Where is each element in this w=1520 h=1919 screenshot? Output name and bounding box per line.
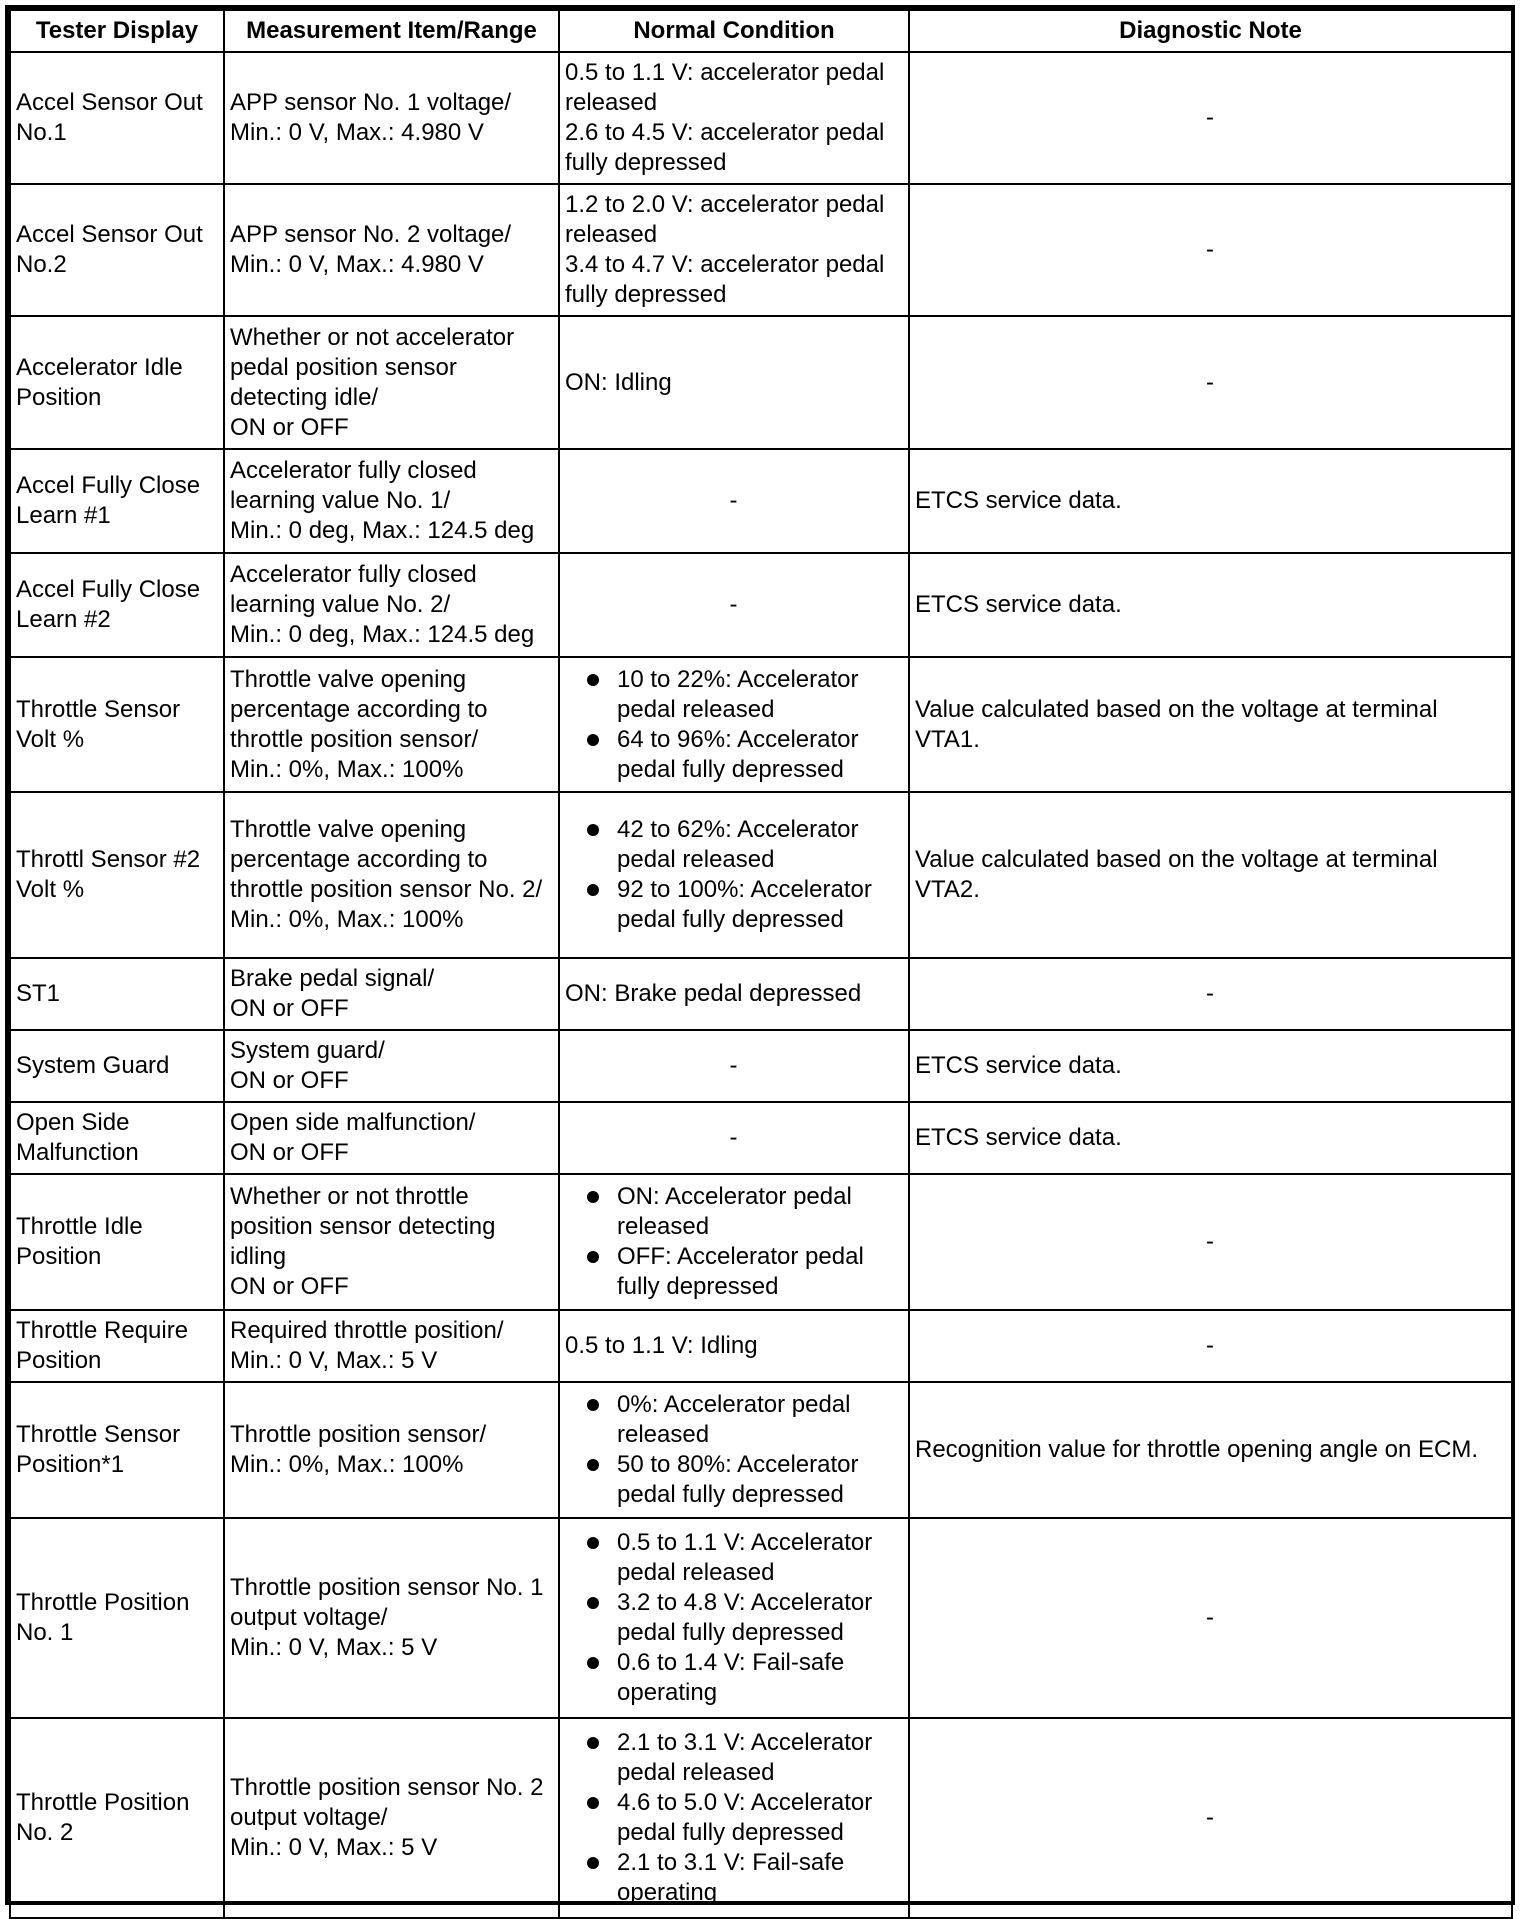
diagnostic-note-cell: -	[909, 1718, 1512, 1918]
diagnostic-note-cell: ETCS service data.	[909, 1102, 1512, 1174]
measurement-item-line: Min.: 0%, Max.: 100%	[230, 1451, 464, 1478]
measurement-item-line: APP sensor No. 2 voltage/	[230, 221, 512, 248]
measurement-item-line: Min.: 0 V, Max.: 4.980 V	[230, 119, 484, 146]
condition-list	[565, 1182, 902, 1302]
measurement-item-line: ON or OFF	[230, 413, 349, 441]
table-row	[10, 1718, 1512, 1918]
table-row	[10, 1382, 1512, 1518]
measurement-item-cell	[224, 316, 559, 449]
tester-display-cell: Accel Fully Close Learn #2	[10, 553, 224, 657]
normal-condition-cell	[559, 958, 909, 1030]
measurement-item-line: System guard/	[230, 1037, 385, 1064]
condition-list-item: 0.5 to 1.1 V: Accelerator pedal released	[565, 1528, 902, 1588]
tester-display-cell: Open Side Malfunction	[10, 1102, 224, 1174]
normal-condition-line: -	[729, 1052, 738, 1079]
normal-condition-cell	[559, 1382, 909, 1518]
table-row	[10, 657, 1512, 792]
measurement-item-cell	[224, 958, 559, 1030]
measurement-item-line: ON or OFF	[230, 1067, 349, 1094]
measurement-item-line: ON or OFF	[230, 995, 349, 1022]
header-measurement-item: Measurement Item/Range	[224, 10, 559, 52]
measurement-item-line: ON or OFF	[230, 1139, 349, 1166]
measurement-item-line: Throttle valve opening percentage according to throttle position sensor/	[230, 665, 488, 753]
condition-list-item: 64 to 96%: Accelerator pedal fully depressed	[565, 725, 902, 785]
measurement-item-line: Required throttle position/	[230, 1317, 504, 1344]
header-normal-condition: Normal Condition	[559, 10, 909, 52]
normal-condition-cell	[559, 449, 909, 553]
normal-condition-cell	[559, 1174, 909, 1310]
condition-list-item: 92 to 100%: Accelerator pedal fully depressed	[565, 875, 902, 935]
normal-condition-line: 2.6 to 4.5 V: accelerator pedal fully depressed	[565, 119, 885, 176]
condition-list-item: 0%: Accelerator pedal released	[565, 1390, 902, 1450]
measurement-item-line: Brake pedal signal/	[230, 965, 435, 992]
normal-condition-line: -	[729, 591, 738, 618]
condition-list-item: 10 to 22%: Accelerator pedal released	[565, 665, 902, 725]
normal-condition-cell	[559, 657, 909, 792]
table-row	[10, 1030, 1512, 1102]
table-row	[10, 792, 1512, 958]
tester-display-cell: Throttle Position No. 2	[10, 1718, 224, 1918]
diagnostic-note-cell: Recognition value for throttle opening angle on ECM.	[909, 1382, 1512, 1518]
measurement-item-line: Min.: 0 V, Max.: 5 V	[230, 1347, 438, 1374]
header-tester-display: Tester Display	[10, 10, 224, 52]
measurement-item-cell	[224, 553, 559, 657]
measurement-item-line: Throttle position sensor No. 2 output voltage/	[230, 1774, 544, 1831]
normal-condition-line: 3.4 to 4.7 V: accelerator pedal fully depressed	[565, 251, 885, 308]
measurement-item-line: Min.: 0 deg, Max.: 124.5 deg	[230, 517, 535, 544]
normal-condition-cell	[559, 553, 909, 657]
condition-list-item: 50 to 80%: Accelerator pedal fully depressed	[565, 1450, 902, 1510]
measurement-item-line: Min.: 0 V, Max.: 5 V	[230, 1634, 438, 1661]
measurement-item-cell	[224, 657, 559, 792]
tester-display-cell: Throttle Sensor Volt %	[10, 657, 224, 792]
normal-condition-cell	[559, 1718, 909, 1918]
table-row	[10, 184, 1512, 316]
measurement-item-line: Open side malfunction/	[230, 1109, 476, 1136]
diagnostic-note-cell: -	[909, 316, 1512, 449]
table-row	[10, 1174, 1512, 1310]
condition-list-item: 2.1 to 3.1 V: Fail-safe operating	[565, 1848, 902, 1908]
table-row	[10, 1310, 1512, 1382]
normal-condition-cell	[559, 184, 909, 316]
table-body	[10, 52, 1512, 1918]
normal-condition-cell	[559, 316, 909, 449]
measurement-item-cell	[224, 1382, 559, 1518]
measurement-item-line: ON or OFF	[230, 1273, 349, 1300]
tester-display-cell: Accelerator Idle Position	[10, 316, 224, 449]
normal-condition-cell	[559, 1518, 909, 1718]
measurement-item-line: Min.: 0 V, Max.: 4.980 V	[230, 251, 484, 278]
tester-display-cell: Throttl Sensor #2 Volt %	[10, 792, 224, 958]
table-row	[10, 449, 1512, 553]
diagnostic-note-cell: -	[909, 1518, 1512, 1718]
tester-display-cell: Throttle Sensor Position*1	[10, 1382, 224, 1518]
normal-condition-cell	[559, 792, 909, 958]
diagnostic-note-cell: -	[909, 184, 1512, 316]
normal-condition-cell	[559, 52, 909, 184]
table-row	[10, 1102, 1512, 1174]
measurement-item-line: Accelerator fully closed learning value No. 1/	[230, 457, 477, 514]
diagnostic-note-cell: -	[909, 1310, 1512, 1382]
measurement-item-cell	[224, 1718, 559, 1918]
data-list-table	[9, 9, 1513, 1919]
measurement-item-line: Min.: 0%, Max.: 100%	[230, 906, 464, 933]
normal-condition-line: ON: Idling	[565, 368, 672, 396]
table-row	[10, 316, 1512, 449]
normal-condition-line: 1.2 to 2.0 V: accelerator pedal released	[565, 191, 885, 248]
measurement-item-cell	[224, 1174, 559, 1310]
tester-display-cell: Throttle Idle Position	[10, 1174, 224, 1310]
diagnostic-note-cell: ETCS service data.	[909, 449, 1512, 553]
normal-condition-cell	[559, 1102, 909, 1174]
measurement-item-cell	[224, 1310, 559, 1382]
normal-condition-line: 0.5 to 1.1 V: accelerator pedal released	[565, 59, 885, 116]
measurement-item-line: Min.: 0%, Max.: 100%	[230, 755, 464, 783]
measurement-item-line: Throttle valve opening percentage according to throttle position sensor No. 2/	[230, 816, 543, 903]
measurement-item-cell	[224, 1518, 559, 1718]
diagnostic-note-cell: ETCS service data.	[909, 553, 1512, 657]
tester-display-cell: Throttle Require Position	[10, 1310, 224, 1382]
normal-condition-line: -	[729, 487, 738, 514]
diagnostic-note-cell: -	[909, 958, 1512, 1030]
tester-display-cell: Accel Sensor Out No.2	[10, 184, 224, 316]
condition-list-item: 3.2 to 4.8 V: Accelerator pedal fully depressed	[565, 1588, 902, 1648]
diagnostic-note-cell: Value calculated based on the voltage at terminal VTA2.	[909, 792, 1512, 958]
measurement-item-line: APP sensor No. 1 voltage/	[230, 89, 512, 116]
normal-condition-cell	[559, 1310, 909, 1382]
normal-condition-line: ON: Brake pedal depressed	[565, 980, 862, 1007]
normal-condition-line: -	[729, 1124, 738, 1151]
condition-list	[565, 1728, 902, 1908]
condition-list	[565, 665, 902, 785]
measurement-item-cell	[224, 792, 559, 958]
condition-list	[565, 815, 902, 935]
measurement-item-cell	[224, 449, 559, 553]
tester-display-cell: Accel Fully Close Learn #1	[10, 449, 224, 553]
condition-list-item: 4.6 to 5.0 V: Accelerator pedal fully depressed	[565, 1788, 902, 1848]
measurement-item-line: Throttle position sensor/	[230, 1421, 487, 1448]
table-row	[10, 52, 1512, 184]
condition-list-item: 2.1 to 3.1 V: Accelerator pedal released	[565, 1728, 902, 1788]
tester-display-cell: System Guard	[10, 1030, 224, 1102]
measurement-item-line: Accelerator fully closed learning value No. 2/	[230, 561, 477, 618]
measurement-item-line: Min.: 0 V, Max.: 5 V	[230, 1834, 438, 1861]
header-row	[10, 10, 1512, 52]
measurement-item-line: Whether or not throttle position sensor detecting idling	[230, 1183, 496, 1270]
measurement-item-cell	[224, 1102, 559, 1174]
diagnostic-note-cell: ETCS service data.	[909, 1030, 1512, 1102]
table-row	[10, 1518, 1512, 1718]
condition-list-item: 0.6 to 1.4 V: Fail-safe operating	[565, 1648, 902, 1708]
tester-display-cell: Accel Sensor Out No.1	[10, 52, 224, 184]
measurement-item-cell	[224, 1030, 559, 1102]
measurement-item-line: Throttle position sensor No. 1 output voltage/	[230, 1574, 544, 1631]
measurement-item-cell	[224, 52, 559, 184]
data-list-table-frame	[5, 5, 1515, 1905]
diagnostic-note-cell: Value calculated based on the voltage at terminal VTA1.	[909, 657, 1512, 792]
condition-list-item: OFF: Accelerator pedal fully depressed	[565, 1242, 902, 1302]
tester-display-cell: Throttle Position No. 1	[10, 1518, 224, 1718]
condition-list-item: 42 to 62%: Accelerator pedal released	[565, 815, 902, 875]
normal-condition-line: 0.5 to 1.1 V: Idling	[565, 1332, 758, 1359]
condition-list	[565, 1528, 902, 1708]
table-row	[10, 958, 1512, 1030]
condition-list	[565, 1390, 902, 1510]
header-diagnostic-note: Diagnostic Note	[909, 10, 1512, 52]
measurement-item-cell	[224, 184, 559, 316]
measurement-item-line: Whether or not accelerator pedal position sensor detecting idle/	[230, 323, 515, 411]
diagnostic-note-cell: -	[909, 1174, 1512, 1310]
measurement-item-line: Min.: 0 deg, Max.: 124.5 deg	[230, 621, 535, 648]
normal-condition-cell	[559, 1030, 909, 1102]
tester-display-cell: ST1	[10, 958, 224, 1030]
condition-list-item: ON: Accelerator pedal released	[565, 1182, 902, 1242]
diagnostic-note-cell: -	[909, 52, 1512, 184]
table-row	[10, 553, 1512, 657]
